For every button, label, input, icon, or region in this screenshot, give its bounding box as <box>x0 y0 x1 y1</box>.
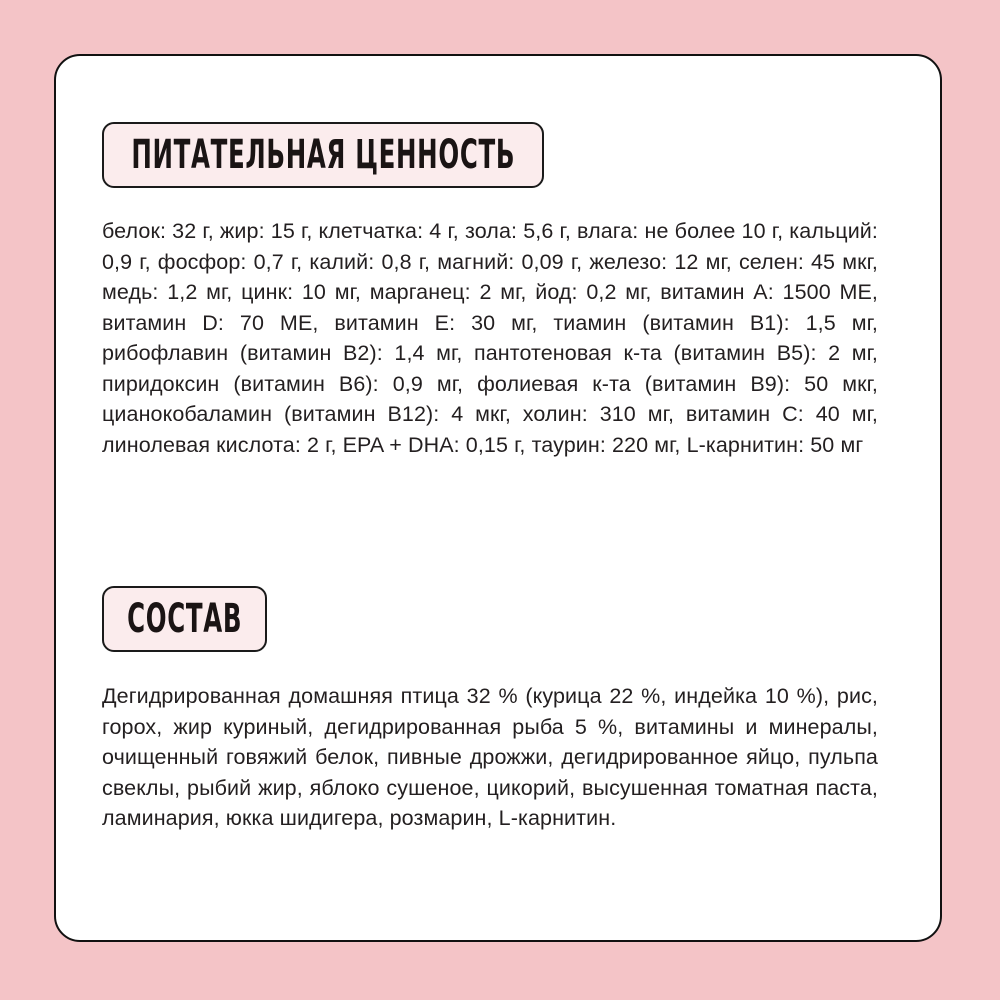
info-card <box>54 54 942 942</box>
nutrition-values-text: белок: 32 г, жир: 15 г, клетчатка: 4 г, зола: 5,6 г, влага: не более 10 г, кальций: 0,9 г, фосфор: 0,7 г, калий: 0,8 г, магний: 0,09 г, железо: 12 мг, селен: 45 мкг, медь: 1,2 мг, цинк: 10 мг, марганец: 2 мг, йод: 0,2 мг, витамин А: 1500 МЕ, витамин D: 70 МЕ, витамин Е: 30 мг, тиамин (витамин В1): 1,5 мг, рибофлавин (витамин В2): 1,4 мг, пантотеновая к-та (витамин В5): 2 мг, пиридоксин (витамин В6): 0,9 мг, фолиевая к-та (витамин В9): 50 мкг, цианокобаламин (витамин В12): 4 мкг, холин: 310 мг, витамин С: 40 мг, линолевая кислота: 2 г, EPA + DHA: 0,15 г, таурин: 220 мг, L-карнитин: 50 мг <box>102 219 878 457</box>
nutrition-heading: ПИТАТЕЛЬНАЯ ЦЕННОСТЬ <box>131 132 515 178</box>
composition-heading: СОСТАВ <box>126 596 243 642</box>
composition-ingredients-text: Дегидрированная домашняя птица 32 % (курица 22 %, индейка 10 %), рис, горох, жир куриный, дегидрированная рыба 5 %, витамины и минералы, очищенный говяжий белок, пивные дрожжи, дегидрированное яйцо, пульпа свеклы, рыбий жир, яблоко сушеное, цикорий, высушенная томатная паста, ламинария, юкка шидигера, розмарин, L-карнитин. <box>102 684 878 830</box>
nutrition-heading-badge <box>102 122 544 188</box>
composition-heading-badge <box>102 586 267 652</box>
